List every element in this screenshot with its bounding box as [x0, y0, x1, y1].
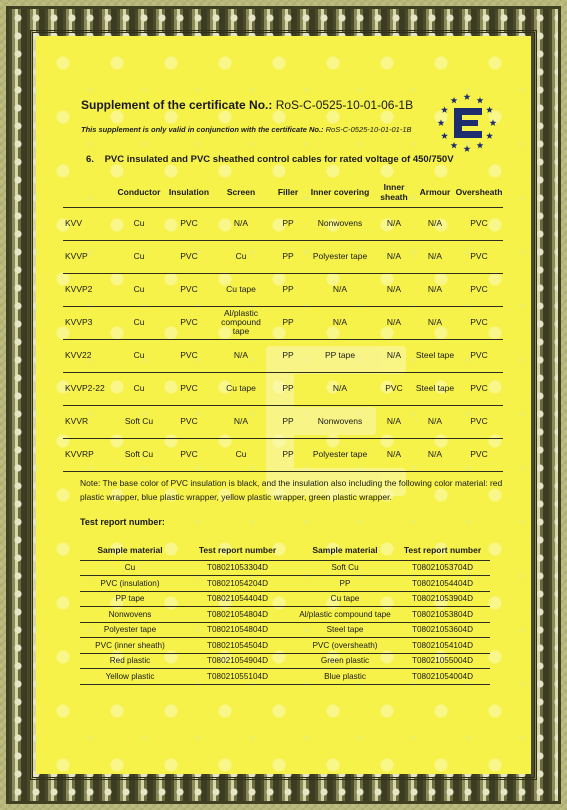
cable-table-cell: Steel tape [415, 372, 455, 405]
cable-table-cell: PVC [455, 306, 503, 339]
cable-table-cell: PP [269, 273, 307, 306]
cable-table-cell: PP [269, 405, 307, 438]
report-table-cell: Green plastic [295, 653, 395, 669]
cable-table-header-cell: Armour [419, 186, 451, 197]
cable-table-cell: KVV22 [63, 339, 113, 372]
report-table-cell: T08021054804D [180, 622, 295, 638]
cable-table-cell: Polyester tape [307, 240, 373, 273]
cable-table-cell: Cu [113, 240, 165, 273]
report-table-cell: T08021053804D [395, 607, 490, 623]
logo-e-shape [454, 108, 482, 138]
report-table-row [80, 669, 490, 685]
report-table-row [80, 622, 490, 638]
cable-table-cell: Cu [213, 240, 269, 273]
cable-table-row [63, 273, 503, 306]
certificate-title [81, 98, 413, 112]
cable-table-cell: KVVP2 [63, 273, 113, 306]
logo-star-icon [477, 142, 484, 149]
report-table-cell: Blue plastic [295, 669, 395, 685]
report-table-cell: Red plastic [80, 653, 180, 669]
cable-table-cell: Nonwovens [307, 207, 373, 240]
cable-table-cell: PVC [165, 339, 213, 372]
logo-star-icon [451, 97, 458, 104]
report-table-cell: Al/plastic compound tape [295, 607, 395, 623]
report-table-row [80, 638, 490, 654]
logo-star-icon [464, 93, 471, 100]
cable-table-cell: KVVRP [63, 438, 113, 471]
report-table-header-cell: Sample material [80, 540, 180, 560]
report-table-cell: T08021054104D [395, 638, 490, 654]
report-table-cell: Cu [80, 560, 180, 576]
cable-table-cell: N/A [415, 273, 455, 306]
cable-table-cell: Cu tape [213, 372, 269, 405]
cable-table-cell: PP [269, 240, 307, 273]
cable-table-cell: Soft Cu [113, 405, 165, 438]
logo-star-icon [464, 145, 471, 152]
report-table-row [80, 653, 490, 669]
cable-table-header-cell: Inner covering [310, 186, 370, 197]
cable-table-cell: N/A [307, 306, 373, 339]
cable-table-header-cell: Conductor [117, 186, 161, 197]
cable-table-cell: N/A [373, 240, 415, 273]
cable-table-cell: N/A [307, 372, 373, 405]
cable-table-cell: N/A [213, 405, 269, 438]
validity-note [81, 125, 412, 134]
cable-table-cell: Soft Cu [113, 438, 165, 471]
cable-table-cell: Cu tape [213, 273, 269, 306]
cable-table-cell: N/A [373, 306, 415, 339]
report-table-cell: Soft Cu [295, 560, 395, 576]
cable-table-cell: Cu [113, 339, 165, 372]
cable-table-row [63, 438, 503, 471]
cable-table-cell: PP [269, 207, 307, 240]
report-table-cell: T08021054404D [395, 576, 490, 592]
base-certificate-number: RoS-C-0525-10-01-01-1B [325, 125, 412, 134]
cable-table-cell: Al/plastic compound tape [213, 306, 269, 339]
cable-table-row [63, 240, 503, 273]
cable-table-cell: KVVP [63, 240, 113, 273]
logo-star-icon [486, 106, 493, 113]
logo-star-icon [438, 119, 445, 126]
cable-table-cell: PP [269, 372, 307, 405]
cable-table-cell: N/A [415, 438, 455, 471]
report-table-cell: T08021053904D [395, 591, 490, 607]
cable-table-cell: Cu [113, 306, 165, 339]
cable-table-cell: N/A [415, 240, 455, 273]
cable-table-cell: PVC [455, 438, 503, 471]
cable-table-row [63, 339, 503, 372]
report-table-cell: Cu tape [295, 591, 395, 607]
logo-star-icon [441, 106, 448, 113]
cable-table-cell: PVC [165, 273, 213, 306]
cable-table-header-cell: Filler [277, 186, 299, 197]
report-table-cell: Yellow plastic [80, 669, 180, 685]
report-table-cell: PVC (insulation) [80, 576, 180, 592]
report-table-header-cell: Test report number [395, 540, 490, 560]
cable-table-cell: PVC [455, 207, 503, 240]
logo-star-icon [486, 132, 493, 139]
title-label: Supplement of the certificate No.: [81, 98, 273, 112]
cable-table-cell: N/A [415, 306, 455, 339]
cable-table-cell: PP [269, 339, 307, 372]
report-table-cell: T08021053304D [180, 560, 295, 576]
cable-construction-table [63, 177, 503, 472]
cable-table-cell: N/A [373, 273, 415, 306]
report-table-row [80, 607, 490, 623]
cable-table-cell: Cu [113, 273, 165, 306]
cable-table-cell: KVV [63, 207, 113, 240]
report-table-cell: Polyester tape [80, 622, 180, 638]
cable-table-cell: Cu [213, 438, 269, 471]
ce-star-ring-logo-icon [436, 92, 498, 154]
report-table-cell: T08021053604D [395, 622, 490, 638]
cable-table-cell: PVC [455, 273, 503, 306]
certificate-number: RoS-C-0525-10-01-06-1B [275, 98, 414, 112]
cable-table-cell: N/A [307, 273, 373, 306]
logo-star-icon [441, 132, 448, 139]
cable-table-row [63, 306, 503, 339]
cable-table-cell: Steel tape [415, 339, 455, 372]
cable-table-row [63, 207, 503, 240]
test-report-heading: Test report number: [80, 517, 165, 527]
report-table-cell: T08021055104D [180, 669, 295, 685]
certificate-sheet [36, 36, 531, 774]
cable-table-cell: KVVP3 [63, 306, 113, 339]
cable-table-cell: KVVP2-22 [63, 372, 113, 405]
section-title: PVC insulated and PVC sheathed control cables for rated voltage of 450/750V [104, 154, 454, 165]
cable-table-cell: PVC [455, 405, 503, 438]
report-table-row [80, 560, 490, 576]
report-table-cell: T08021054504D [180, 638, 295, 654]
section-heading [86, 154, 454, 165]
cable-table-cell: N/A [213, 207, 269, 240]
cable-table-header-cell: Insulation [168, 186, 210, 197]
validity-label: This supplement is only valid in conjunction with the certificate No.: [81, 125, 324, 134]
report-table-cell: Steel tape [295, 622, 395, 638]
report-table-cell: T08021054404D [180, 591, 295, 607]
cable-table-cell: PP tape [307, 339, 373, 372]
cable-table-cell: PP [269, 306, 307, 339]
cable-table-row [63, 372, 503, 405]
report-table-cell: Nonwovens [80, 607, 180, 623]
report-table-cell: T08021054804D [180, 607, 295, 623]
cable-table-header-cell: Oversheath [455, 186, 503, 197]
cable-table-row [63, 405, 503, 438]
report-table-cell: T08021055004D [395, 653, 490, 669]
cable-table-cell: PVC [373, 372, 415, 405]
cable-table-cell: Nonwovens [307, 405, 373, 438]
report-table-cell: T08021054004D [395, 669, 490, 685]
cable-table-cell: N/A [213, 339, 269, 372]
report-table-cell: PVC (inner sheath) [80, 638, 180, 654]
report-table-cell: T08021053704D [395, 560, 490, 576]
logo-star-icon [451, 142, 458, 149]
cable-table-cell: N/A [373, 405, 415, 438]
report-table-header [80, 540, 490, 560]
cable-table-cell: Polyester tape [307, 438, 373, 471]
cable-table-cell: Cu [113, 372, 165, 405]
report-table-row [80, 591, 490, 607]
report-table-header-cell: Test report number [180, 540, 295, 560]
cable-table-cell: PVC [455, 240, 503, 273]
cable-table-cell: PVC [165, 438, 213, 471]
cable-table-cell: PP [269, 438, 307, 471]
cable-table-cell: N/A [373, 339, 415, 372]
cable-table-header-cell [63, 177, 113, 207]
cable-table-cell: KVVR [63, 405, 113, 438]
logo-star-icon [477, 97, 484, 104]
section-number: 6. [86, 154, 94, 165]
cable-table-cell: PVC [455, 372, 503, 405]
cable-table-cell: N/A [373, 438, 415, 471]
cable-table-cell: PVC [165, 306, 213, 339]
cable-table-cell: PVC [165, 405, 213, 438]
cable-table-cell: N/A [373, 207, 415, 240]
cable-table-cell: Cu [113, 207, 165, 240]
cable-table-header [63, 177, 503, 207]
cable-table-cell: PVC [455, 339, 503, 372]
report-table-cell: PP [295, 576, 395, 592]
report-table-cell: T08021054204D [180, 576, 295, 592]
cable-table-header-cell: Screen [226, 186, 256, 197]
logo-star-icon [490, 119, 497, 126]
cable-table-cell: PVC [165, 372, 213, 405]
color-note: Note: The base color of PVC insulation is black, and the insulation also including the following color material: red plastic wrapper, blue plastic wrapper, yellow plastic wrapper, green plastic wrapper. [80, 478, 503, 502]
cable-table-cell: N/A [415, 405, 455, 438]
report-table-row [80, 576, 490, 592]
cable-table-cell: PVC [165, 207, 213, 240]
cable-table-header-cell: Inner sheath [380, 181, 408, 202]
cable-table-cell: PVC [165, 240, 213, 273]
report-table-cell: PP tape [80, 591, 180, 607]
report-table-header-cell: Sample material [295, 540, 395, 560]
test-report-table [80, 540, 490, 685]
cable-table-cell: N/A [415, 207, 455, 240]
report-table-cell: PVC (oversheath) [295, 638, 395, 654]
report-table-cell: T08021054904D [180, 653, 295, 669]
